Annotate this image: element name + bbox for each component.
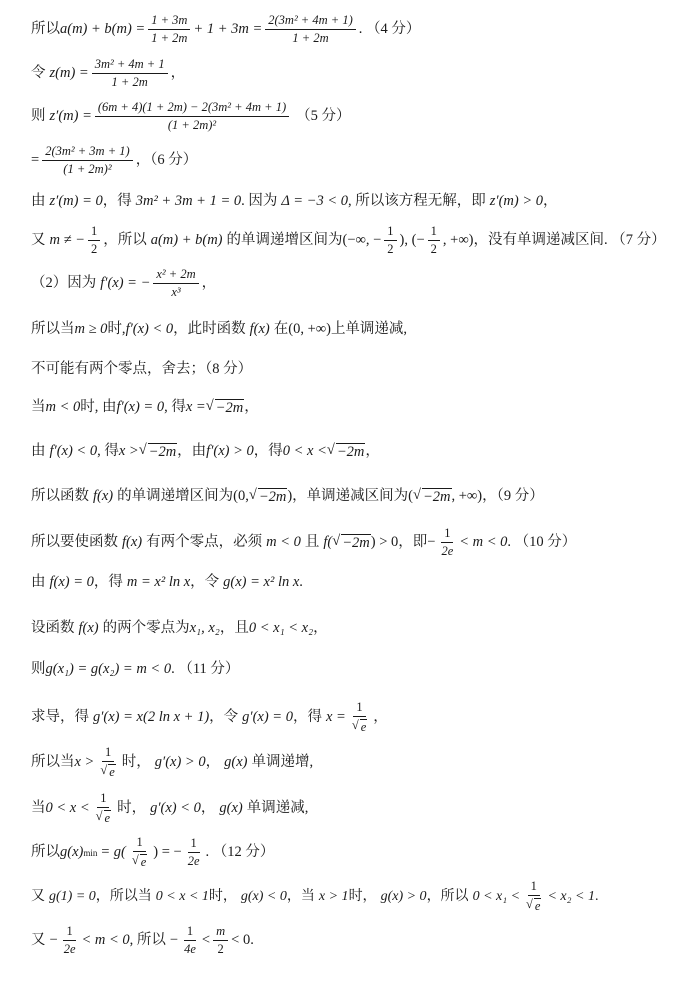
line-2 xyxy=(31,58,185,89)
text: ，当 xyxy=(286,888,315,904)
fraction xyxy=(93,792,114,825)
denominator xyxy=(129,852,150,869)
fraction xyxy=(153,268,198,299)
text: 时， xyxy=(208,888,237,904)
radicand: e xyxy=(140,855,147,870)
math: a(m) + b(m) = xyxy=(60,21,146,38)
text: ，得 xyxy=(93,574,123,590)
math: 0 < x < xyxy=(282,443,327,459)
fraction xyxy=(349,701,370,734)
numerator: 1 xyxy=(428,225,440,241)
text: 时, xyxy=(107,321,126,337)
denominator: 1 + 2m xyxy=(151,31,188,46)
line-11 xyxy=(31,443,380,460)
fraction xyxy=(185,837,203,868)
numerator: 1 + 3m xyxy=(148,14,190,30)
math: f′(x) = 0 xyxy=(116,399,165,415)
math: f(x) xyxy=(93,488,114,504)
text: ，令 xyxy=(190,574,220,590)
denominator xyxy=(93,808,114,825)
numerator: 1 xyxy=(384,225,396,241)
numerator: 1 xyxy=(102,746,114,762)
math: z′(m) = xyxy=(49,108,92,125)
numerator: 2(3m² + 4m + 1) xyxy=(265,14,356,30)
text: 所以要使函数 xyxy=(31,534,118,551)
math: z′(m) = 0 xyxy=(49,193,103,209)
math: g(1) = 0 xyxy=(49,888,96,904)
text: ，没有单调递减区间. （7 分） xyxy=(473,232,666,249)
score-note: . （4 分） xyxy=(358,21,421,38)
math: = xyxy=(31,152,40,169)
text: 又 xyxy=(31,232,46,249)
text: ，由 xyxy=(177,443,207,459)
text: 由 xyxy=(31,443,46,459)
text: . xyxy=(299,574,303,590)
fraction xyxy=(129,836,150,869)
denominator: 2 xyxy=(90,242,98,257)
math: 0 < x₁ < xyxy=(472,888,521,904)
text: 又 xyxy=(31,932,46,949)
math: g(x) > 0 xyxy=(380,888,427,904)
math: ) xyxy=(287,488,293,504)
denominator xyxy=(349,717,370,734)
text: 有两个零点，必须 xyxy=(146,534,263,551)
text: 所以当 xyxy=(31,754,75,771)
line-15 xyxy=(31,621,328,636)
text: ， xyxy=(542,193,558,209)
line-22 xyxy=(31,925,254,956)
line-3 xyxy=(31,101,351,132)
numerator: 1 xyxy=(184,925,196,941)
denominator xyxy=(523,896,544,913)
math: ), (− xyxy=(399,232,425,249)
denominator: 1 + 2m xyxy=(292,31,329,46)
math: ) = − xyxy=(153,844,182,861)
text: 单调递增, xyxy=(251,754,314,771)
text: ，令 xyxy=(209,709,239,726)
math: x > xyxy=(118,443,139,459)
text: 不可能有两个零点，舍去；（8 分） xyxy=(31,361,253,377)
radicand: −2m xyxy=(342,535,370,552)
math: m ≠ − xyxy=(49,232,85,249)
denominator xyxy=(97,762,118,779)
text: 又 xyxy=(31,888,45,904)
sqrt: √ −2m xyxy=(413,487,451,505)
score-note: . （12 分） xyxy=(205,844,275,861)
text: ，即 xyxy=(398,534,428,551)
text: 当 xyxy=(31,399,46,415)
text: 所以 xyxy=(31,844,60,861)
text: （2）因为 xyxy=(31,275,97,292)
radicand: −2m xyxy=(422,489,451,505)
line-9 xyxy=(31,362,252,377)
text: , 得 xyxy=(164,399,186,415)
text: 由 xyxy=(31,193,46,209)
math: a(m) + b(m) xyxy=(150,232,223,249)
numerator: x² + 2m xyxy=(153,268,198,284)
line-1 xyxy=(31,14,420,45)
numerator: 1 xyxy=(88,225,100,241)
math: < m < 0 xyxy=(459,534,508,551)
fraction xyxy=(97,746,118,779)
text: 时， xyxy=(348,888,377,904)
text: . xyxy=(250,932,254,949)
fraction xyxy=(438,527,456,558)
radicand: e xyxy=(109,765,115,780)
math: − xyxy=(169,932,179,949)
radicand: −2m xyxy=(148,444,177,460)
fraction xyxy=(148,14,190,45)
numerator: 1 xyxy=(188,837,200,853)
numerator: 1 xyxy=(133,836,145,852)
text: ， xyxy=(313,620,328,636)
radicand: e xyxy=(360,720,367,735)
line-19 xyxy=(31,792,308,825)
text: ， xyxy=(201,275,217,292)
sqrt: √ e xyxy=(100,763,115,780)
text: ，得 xyxy=(292,709,322,726)
sqrt: √ −2m xyxy=(326,442,365,460)
numerator: 2(3m² + 3m + 1) xyxy=(42,145,133,161)
text: ，且 xyxy=(219,620,249,636)
math: g′(x) > 0 xyxy=(154,754,206,771)
text: , 所以 xyxy=(129,932,166,949)
fraction xyxy=(265,14,356,45)
math: z(m) = xyxy=(49,65,89,82)
math: f(x) xyxy=(249,321,270,337)
text: 令 xyxy=(31,65,46,82)
text: 时， xyxy=(121,754,151,771)
math: f(x) = 0 xyxy=(49,574,94,590)
numerator: (6m + 4)(1 + 2m) − 2(3m² + 4m + 1) xyxy=(95,101,289,117)
math: g(x) xyxy=(224,754,248,771)
math: < 0 xyxy=(231,932,251,949)
text: 所以 xyxy=(31,21,60,38)
math: < xyxy=(201,932,211,949)
denominator: 2 xyxy=(387,242,394,257)
math: g(x) xyxy=(60,844,84,861)
math: g′(x) < 0 xyxy=(150,800,201,817)
math: − xyxy=(427,534,436,551)
denominator: 2 xyxy=(430,242,437,257)
math: 0 < x < xyxy=(45,800,90,817)
sqrt: √ e xyxy=(351,718,367,735)
line-20: 所以 g(x) min = g( 1 √ e ) = − $\frac{1}{2e}$ . （12 分） xyxy=(31,835,275,870)
math: g(x₁) = g(x₂) = m < 0 xyxy=(45,661,172,677)
fraction xyxy=(428,225,440,256)
denominator: 2e xyxy=(187,854,200,869)
line-8 xyxy=(31,322,407,337)
fraction xyxy=(523,880,544,913)
math: Δ = −3 < 0 xyxy=(281,193,348,209)
text: 求导，得 xyxy=(31,709,89,726)
numerator: 1 xyxy=(97,792,109,808)
score-note: ，（9 分） xyxy=(482,488,544,504)
math: x > 1 xyxy=(318,888,349,904)
math: m ≥ 0 xyxy=(74,321,108,337)
math: f′(x) = − xyxy=(100,275,151,292)
text: , 所以该方程无解，即 xyxy=(348,193,486,209)
denominator: 4e xyxy=(184,942,196,957)
fraction xyxy=(181,925,199,956)
math: f′(x) > 0 xyxy=(206,443,254,459)
math: m < 0 xyxy=(266,534,301,551)
numerator: m xyxy=(213,925,228,941)
math: , +∞) xyxy=(451,488,483,504)
math: f(x) xyxy=(122,534,143,551)
text: ， xyxy=(365,443,380,459)
text: 在 xyxy=(273,321,289,337)
math: g(x) xyxy=(219,800,243,817)
text: ，得 xyxy=(253,443,283,459)
line-16 xyxy=(31,662,239,677)
math: (0, xyxy=(233,488,249,504)
text: , 得 xyxy=(97,443,119,459)
text: ，所以 xyxy=(103,232,147,249)
line-10 xyxy=(31,399,259,416)
text: ， xyxy=(170,65,186,82)
radicand: −2m xyxy=(215,400,244,416)
math: + 1 + 3m = xyxy=(193,21,263,38)
text: 所以函数 xyxy=(31,488,89,504)
text: ，单调递减区间为 xyxy=(292,488,409,504)
line-5 xyxy=(31,194,557,209)
sqrt: √ −2m xyxy=(332,533,370,552)
fraction xyxy=(213,925,228,956)
numerator: 3m² + 4m + 1 xyxy=(92,58,168,74)
score-note: . （11 分） xyxy=(171,661,240,677)
math: f′(x) < 0 xyxy=(49,443,98,459)
line-13 xyxy=(31,527,576,558)
fraction xyxy=(384,225,396,256)
line-18 xyxy=(31,746,313,779)
sqrt: √ −2m xyxy=(205,398,244,416)
text: 单调递减, xyxy=(246,800,309,817)
denominator: (1 + 2m)² xyxy=(63,162,112,177)
math: , +∞) xyxy=(442,232,474,249)
text: 时, 由 xyxy=(80,399,117,415)
sqrt: √ e xyxy=(526,897,541,914)
score-note: （5 分） xyxy=(296,108,351,125)
text: 设函数 xyxy=(31,620,75,636)
math: x = xyxy=(185,399,206,415)
radicand: e xyxy=(534,899,541,914)
math: g′(x) = 0 xyxy=(242,709,293,726)
math: g′(x) = x(2 ln x + 1) xyxy=(93,709,210,726)
math: g(x) < 0 xyxy=(240,888,287,904)
math: x₁, x₂ xyxy=(189,620,220,636)
sqrt: √ e xyxy=(95,809,111,826)
line-6 xyxy=(31,225,666,256)
denominator: (1 + 2m)² xyxy=(167,118,217,133)
score-note: ，（6 分） xyxy=(135,152,198,169)
text: ，得 xyxy=(102,193,132,209)
line-21 xyxy=(31,880,598,913)
math: x > xyxy=(74,754,95,771)
text: ，此时函数 xyxy=(173,321,246,337)
math: x = xyxy=(325,709,346,726)
math: = g( xyxy=(100,844,126,861)
math: ) > 0 xyxy=(370,534,399,551)
radicand: e xyxy=(104,811,111,826)
text: 由 xyxy=(31,574,46,590)
math: < x₂ < 1 xyxy=(547,888,595,904)
radicand: −2m xyxy=(258,489,287,505)
denominator: 2 xyxy=(217,942,224,957)
line-4 xyxy=(31,145,197,176)
math: f(x) xyxy=(78,620,99,636)
math: z′(m) > 0 xyxy=(489,193,543,209)
sqrt: √ −2m xyxy=(138,442,177,460)
fraction xyxy=(42,145,133,176)
denominator: 1 + 2m xyxy=(111,75,148,90)
sqrt: √ −2m xyxy=(248,487,287,505)
text: 时， xyxy=(117,800,147,817)
line-7 xyxy=(31,268,216,299)
math: (0, +∞) xyxy=(288,321,331,337)
fraction xyxy=(61,925,79,956)
numerator: 1 xyxy=(441,527,453,543)
text: . 因为 xyxy=(241,193,278,209)
sqrt: √ e xyxy=(131,853,147,870)
text: 的单调递增区间为 xyxy=(117,488,234,504)
math: m = x² ln x xyxy=(126,574,191,590)
text: 则 xyxy=(31,661,46,677)
text: ， xyxy=(373,709,388,726)
math: (−∞, − xyxy=(342,232,382,249)
text: ， xyxy=(200,800,216,817)
line-17 xyxy=(31,701,388,734)
fraction xyxy=(88,225,100,256)
text: 的两个零点为 xyxy=(102,620,190,636)
math: 0 < x < 1 xyxy=(155,888,209,904)
line-14 xyxy=(31,575,303,590)
text: 且 xyxy=(304,534,320,551)
denominator: x³ xyxy=(171,285,181,300)
denominator: 2e xyxy=(441,544,454,559)
math: f( xyxy=(323,534,333,551)
fraction xyxy=(92,58,168,89)
text: ， xyxy=(205,754,221,771)
math: 3m² + 3m + 1 = 0 xyxy=(135,193,242,209)
text: ， xyxy=(244,399,259,415)
text: 则 xyxy=(31,108,46,125)
score-note: . （10 分） xyxy=(507,534,577,551)
fraction xyxy=(95,101,289,132)
text: 的单调递增区间为 xyxy=(226,232,343,249)
text: 所以当 xyxy=(31,321,75,337)
line-12 xyxy=(31,488,544,505)
math: − xyxy=(49,932,58,949)
text: 当 xyxy=(31,800,46,817)
numerator: 1 xyxy=(353,701,365,717)
numerator: 1 xyxy=(528,880,540,896)
text: . xyxy=(594,888,599,904)
math: ( xyxy=(408,488,414,504)
math: f′(x) < 0 xyxy=(125,321,174,337)
text: ，所以 xyxy=(426,888,469,904)
text: 上单调递减, xyxy=(330,321,408,337)
math: m < 0 xyxy=(45,399,81,415)
radicand: −2m xyxy=(336,444,365,460)
math: 0 < x₁ < x₂ xyxy=(248,620,314,636)
denominator: 2e xyxy=(63,942,76,957)
text: ，所以当 xyxy=(95,888,152,904)
numerator: 1 xyxy=(63,925,75,941)
math: g(x) = x² ln x xyxy=(223,574,300,590)
math: < m < 0 xyxy=(81,932,130,949)
